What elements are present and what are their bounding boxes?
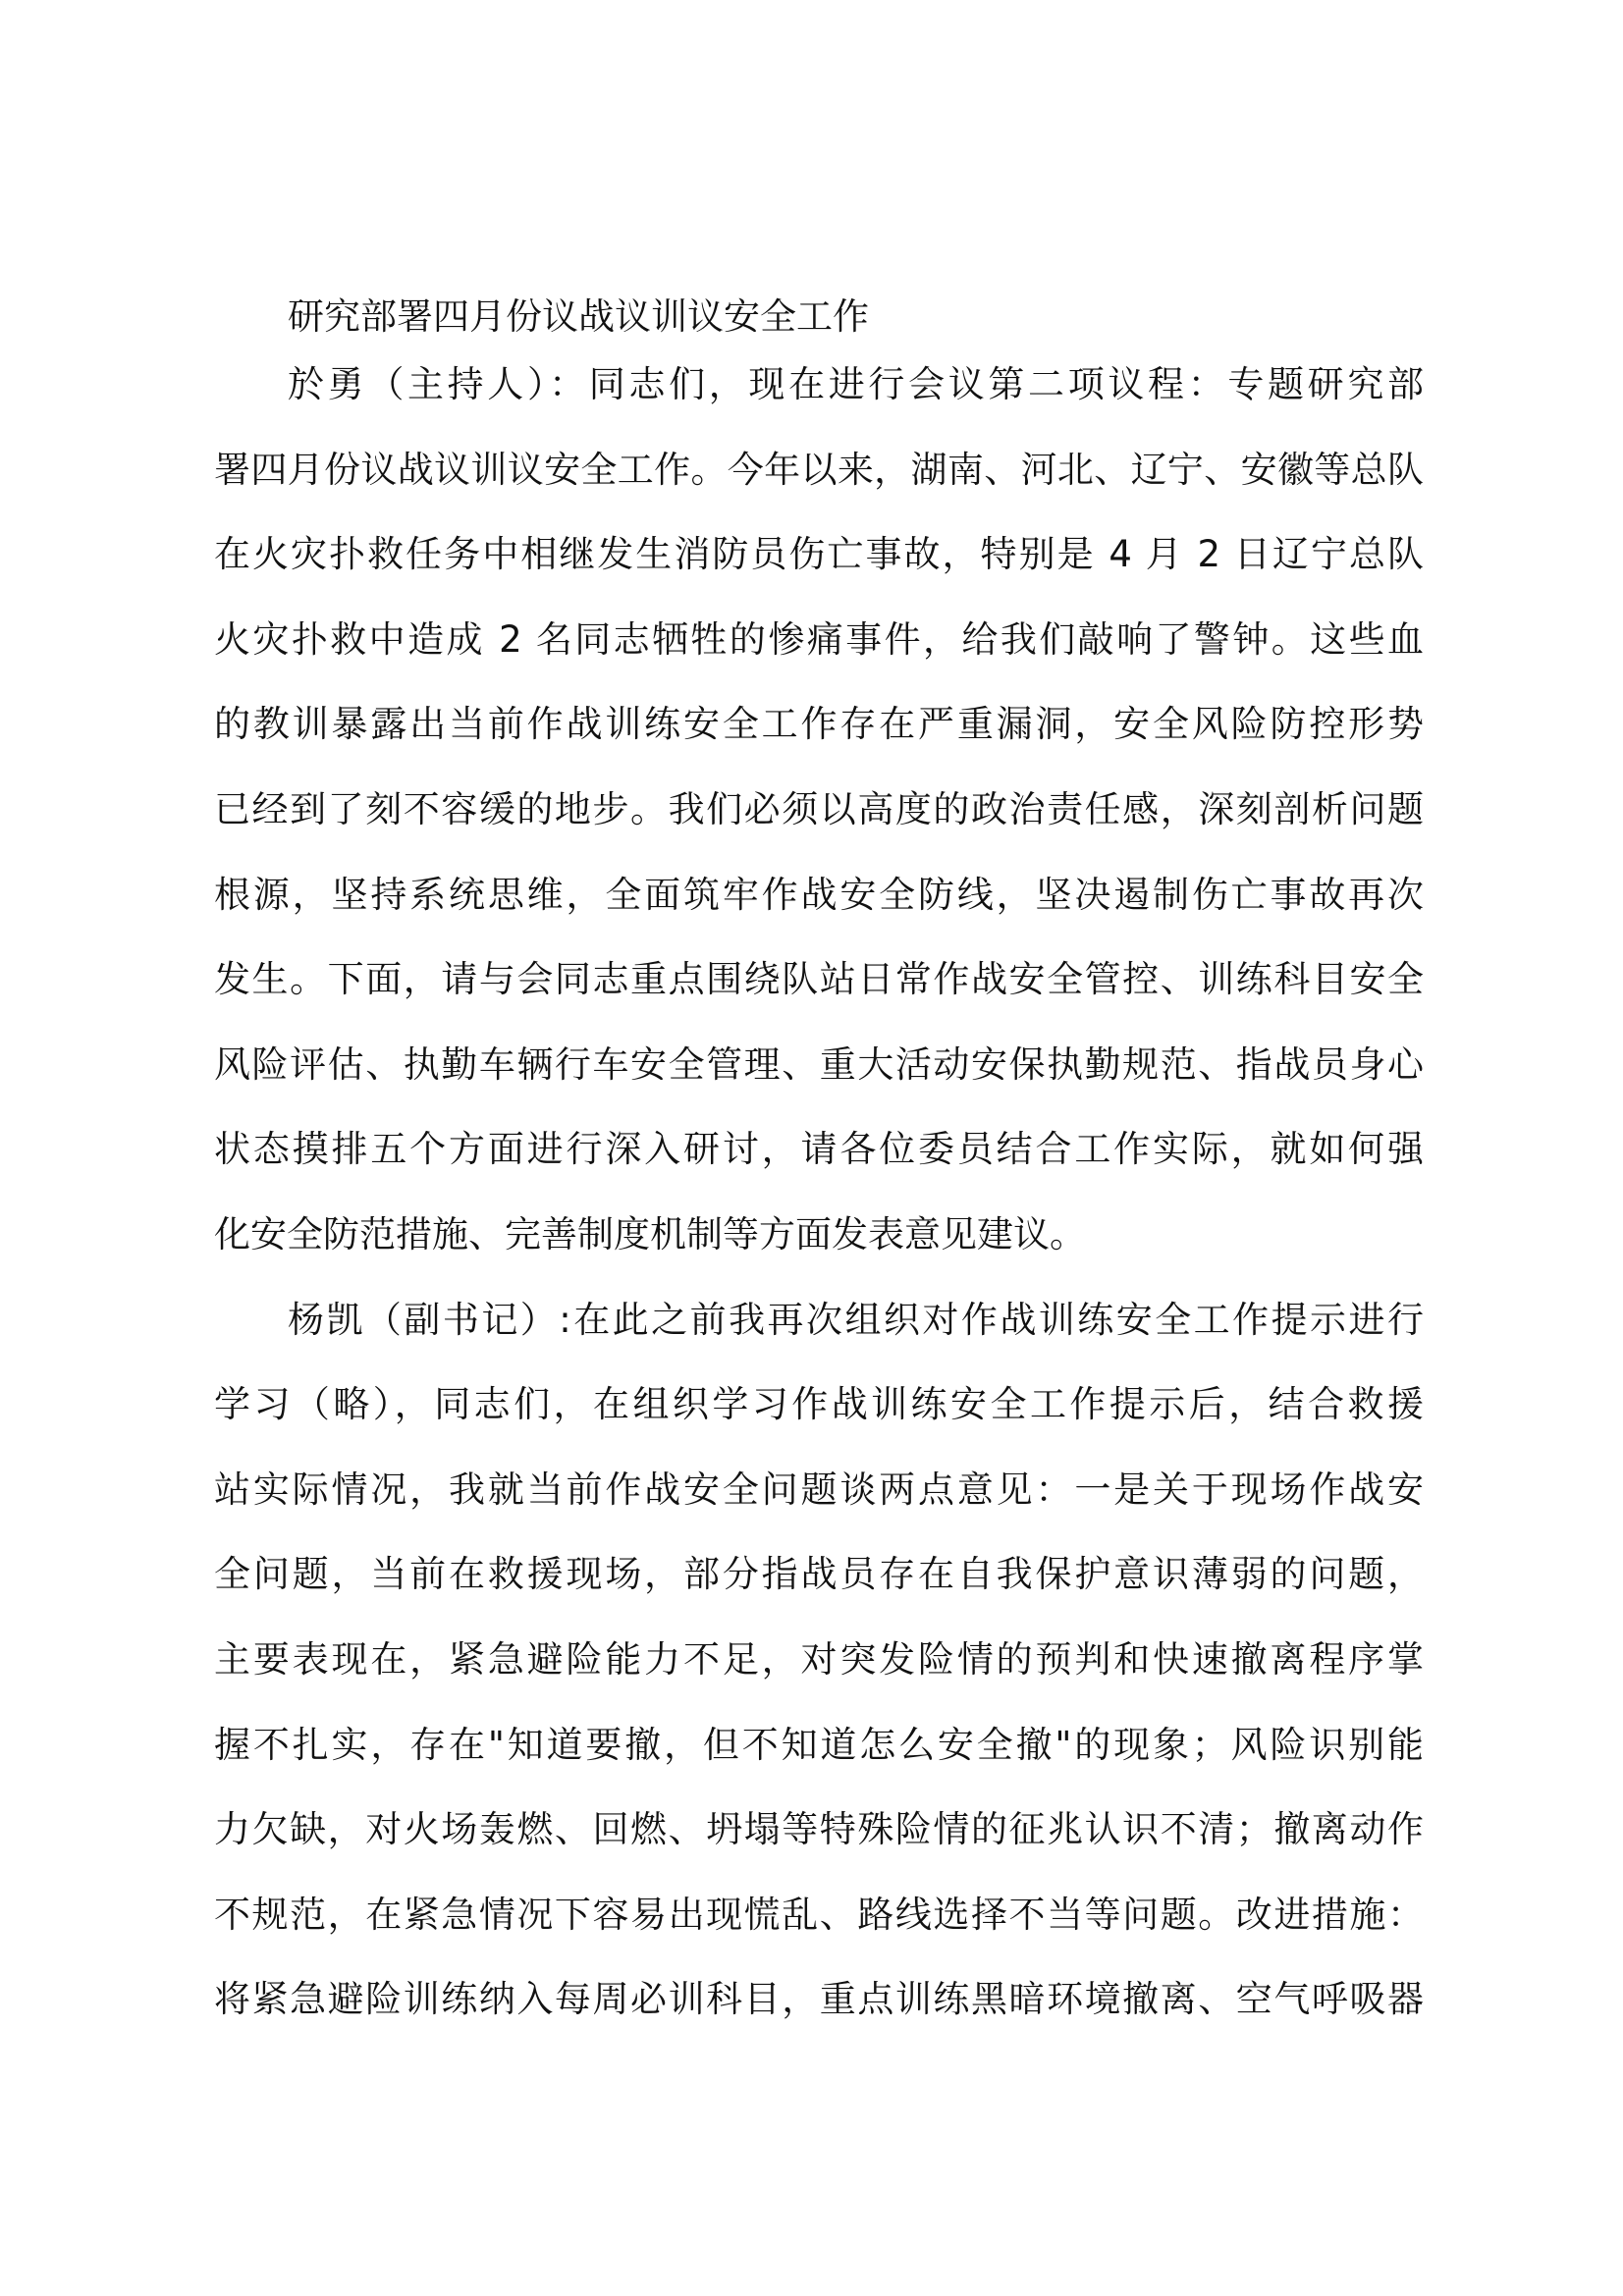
- text-line: 火灾扑救中造成 2 名同志牺牲的惨痛事件，给我们敲响了警钟。这些血: [214, 617, 1424, 661]
- text-line: 状态摸排五个方面进行深入研讨，请各位委员结合工作实际，就如何强: [214, 1128, 1424, 1171]
- paragraph: [214, 1278, 1424, 2043]
- text-line: 风险评估、执勤车辆行车安全管理、重大活动安保执勤规范、指战员身心: [214, 1042, 1424, 1086]
- text-line: 全问题，当前在救援现场，部分指战员存在自我保护意识薄弱的问题，: [214, 1553, 1424, 1596]
- text-line: 将紧急避险训练纳入每周必训科目，重点训练黑暗环境撤离、空气呼吸器: [214, 1978, 1424, 2021]
- text-line: 握不扎实，存在"知道要撤，但不知道怎么安全撤"的现象；风险识别能: [214, 1723, 1424, 1766]
- paragraph: [214, 343, 1424, 1278]
- document-title: 研究部署四月份议战议训议安全工作: [288, 295, 869, 338]
- text-line: 杨凯（副书记）:在此之前我再次组织对作战训练安全工作提示进行: [288, 1298, 1424, 1341]
- text-line: 站实际情况，我就当前作战安全问题谈两点意见：一是关于现场作战安: [214, 1468, 1424, 1511]
- text-line: 化安全防范措施、完善制度机制等方面发表意见建议。: [214, 1212, 1086, 1255]
- text-line: 根源，坚持系统思维，全面筑牢作战安全防线，坚决遏制伤亡事故再次: [214, 873, 1424, 916]
- document-body: [214, 343, 1424, 2043]
- text-line: 学习（略），同志们，在组织学习作战训练安全工作提示后，结合救援: [214, 1383, 1424, 1426]
- text-line: 於勇（主持人）：同志们，现在进行会议第二项议程：专题研究部: [288, 363, 1424, 405]
- text-line: 不规范，在紧急情况下容易出现慌乱、路线选择不当等问题。改进措施：: [214, 1893, 1424, 1936]
- text-line: 主要表现在，紧急避险能力不足，对突发险情的预判和快速撤离程序掌: [214, 1637, 1424, 1681]
- text-line: 在火灾扑救任务中相继发生消防员伤亡事故，特别是 4 月 2 日辽宁总队: [214, 533, 1424, 576]
- text-line: 力欠缺，对火场轰燃、回燃、坍塌等特殊险情的征兆认识不清；撤离动作: [214, 1808, 1424, 1851]
- text-line: 已经到了刻不容缓的地步。我们必须以高度的政治责任感，深刻剖析问题: [214, 787, 1424, 830]
- text-line: 的教训暴露出当前作战训练安全工作存在严重漏洞，安全风险防控形势: [214, 703, 1424, 746]
- text-line: 署四月份议战议训议安全工作。今年以来，湖南、河北、辽宁、安徽等总队: [214, 448, 1424, 491]
- text-line: 发生。下面，请与会同志重点围绕队站日常作战安全管控、训练科目安全: [214, 958, 1424, 1001]
